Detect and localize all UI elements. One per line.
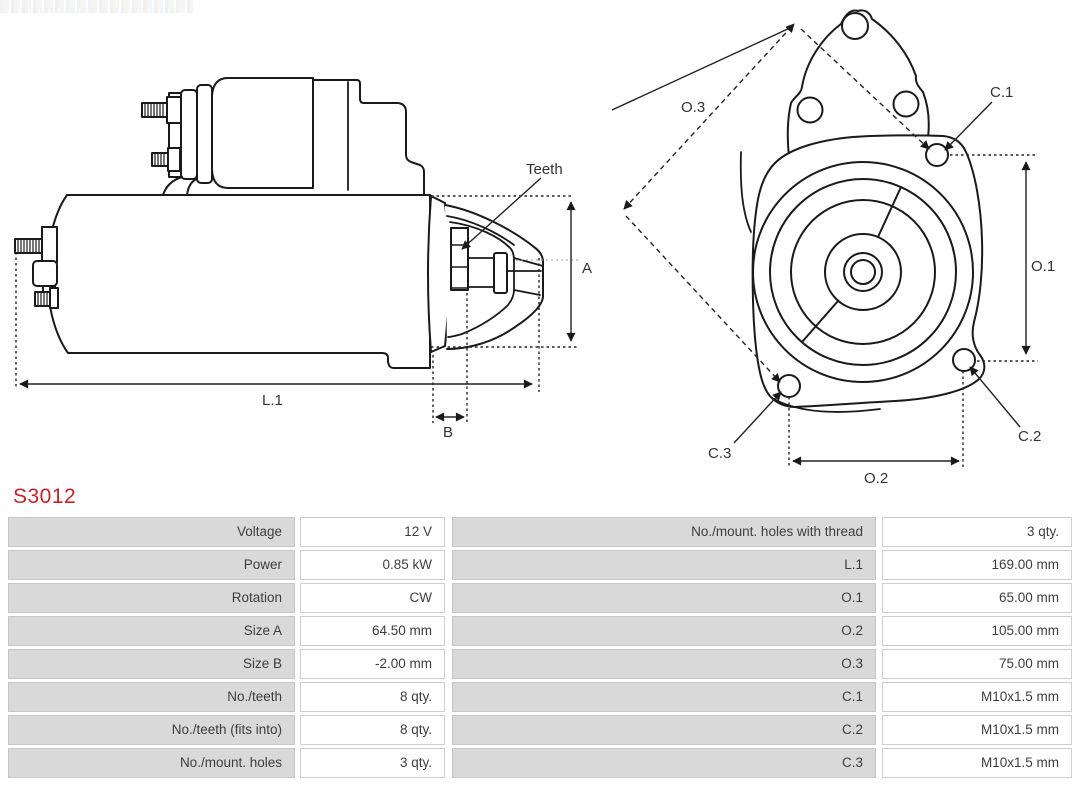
spec-value-cell: M10x1.5 mm [882, 715, 1072, 745]
part-number: S3012 [13, 485, 77, 508]
dim-label-teeth: Teeth [526, 161, 563, 178]
spec-row [8, 715, 1072, 745]
spec-value-cell: 0.85 kW [300, 550, 445, 580]
dim-label-c2: C.2 [1018, 428, 1042, 445]
dim-label-o2: O.2 [864, 470, 889, 487]
spec-row [8, 748, 1072, 778]
spec-value-cell: 8 qty. [300, 715, 445, 745]
spec-value-cell: CW [300, 583, 445, 613]
spec-label-cell: Rotation [8, 583, 295, 613]
spec-value-cell: 3 qty. [300, 748, 445, 778]
dim-label-c3: C.3 [708, 445, 732, 462]
side-view-drawing [15, 78, 543, 368]
spec-value-cell: 169.00 mm [882, 550, 1072, 580]
spec-row [8, 682, 1072, 712]
spec-row [8, 583, 1072, 613]
spec-value-cell: M10x1.5 mm [882, 682, 1072, 712]
dim-label-b: B [443, 424, 454, 441]
spec-value-cell: 105.00 mm [882, 616, 1072, 646]
spec-label-cell: Size B [8, 649, 295, 679]
dim-label-o3: O.3 [681, 99, 706, 116]
front-view-drawing [741, 10, 985, 412]
spec-label-cell: No./teeth (fits into) [8, 715, 295, 745]
spec-label-cell: O.1 [452, 583, 876, 613]
spec-value-cell: M10x1.5 mm [882, 748, 1072, 778]
dim-label-l1: L.1 [262, 392, 283, 409]
spec-label-cell: No./mount. holes with thread [452, 517, 876, 547]
dim-label-a: A [582, 260, 593, 277]
spec-label-cell: L.1 [452, 550, 876, 580]
spec-row [8, 517, 1072, 547]
spec-label-cell: Size A [8, 616, 295, 646]
spec-row [8, 616, 1072, 646]
spec-label-cell: Voltage [8, 517, 295, 547]
spec-value-cell: -2.00 mm [300, 649, 445, 679]
spec-row [8, 649, 1072, 679]
spec-label-cell: C.1 [452, 682, 876, 712]
spec-value-cell: 64.50 mm [300, 616, 445, 646]
spec-label-cell: Power [8, 550, 295, 580]
spec-table [8, 517, 1072, 781]
spec-value-cell: 75.00 mm [882, 649, 1072, 679]
spec-label-cell: O.3 [452, 649, 876, 679]
spec-label-cell: No./teeth [8, 682, 295, 712]
spec-value-cell: 12 V [300, 517, 445, 547]
spec-label-cell: C.2 [452, 715, 876, 745]
spec-label-cell: O.2 [452, 616, 876, 646]
spec-label-cell: No./mount. holes [8, 748, 295, 778]
spec-label-cell: C.3 [452, 748, 876, 778]
spec-value-cell: 65.00 mm [882, 583, 1072, 613]
spec-value-cell: 8 qty. [300, 682, 445, 712]
dim-label-c1: C.1 [990, 84, 1014, 101]
dim-label-o1: O.1 [1031, 258, 1056, 275]
spec-row [8, 550, 1072, 580]
spec-value-cell: 3 qty. [882, 517, 1072, 547]
